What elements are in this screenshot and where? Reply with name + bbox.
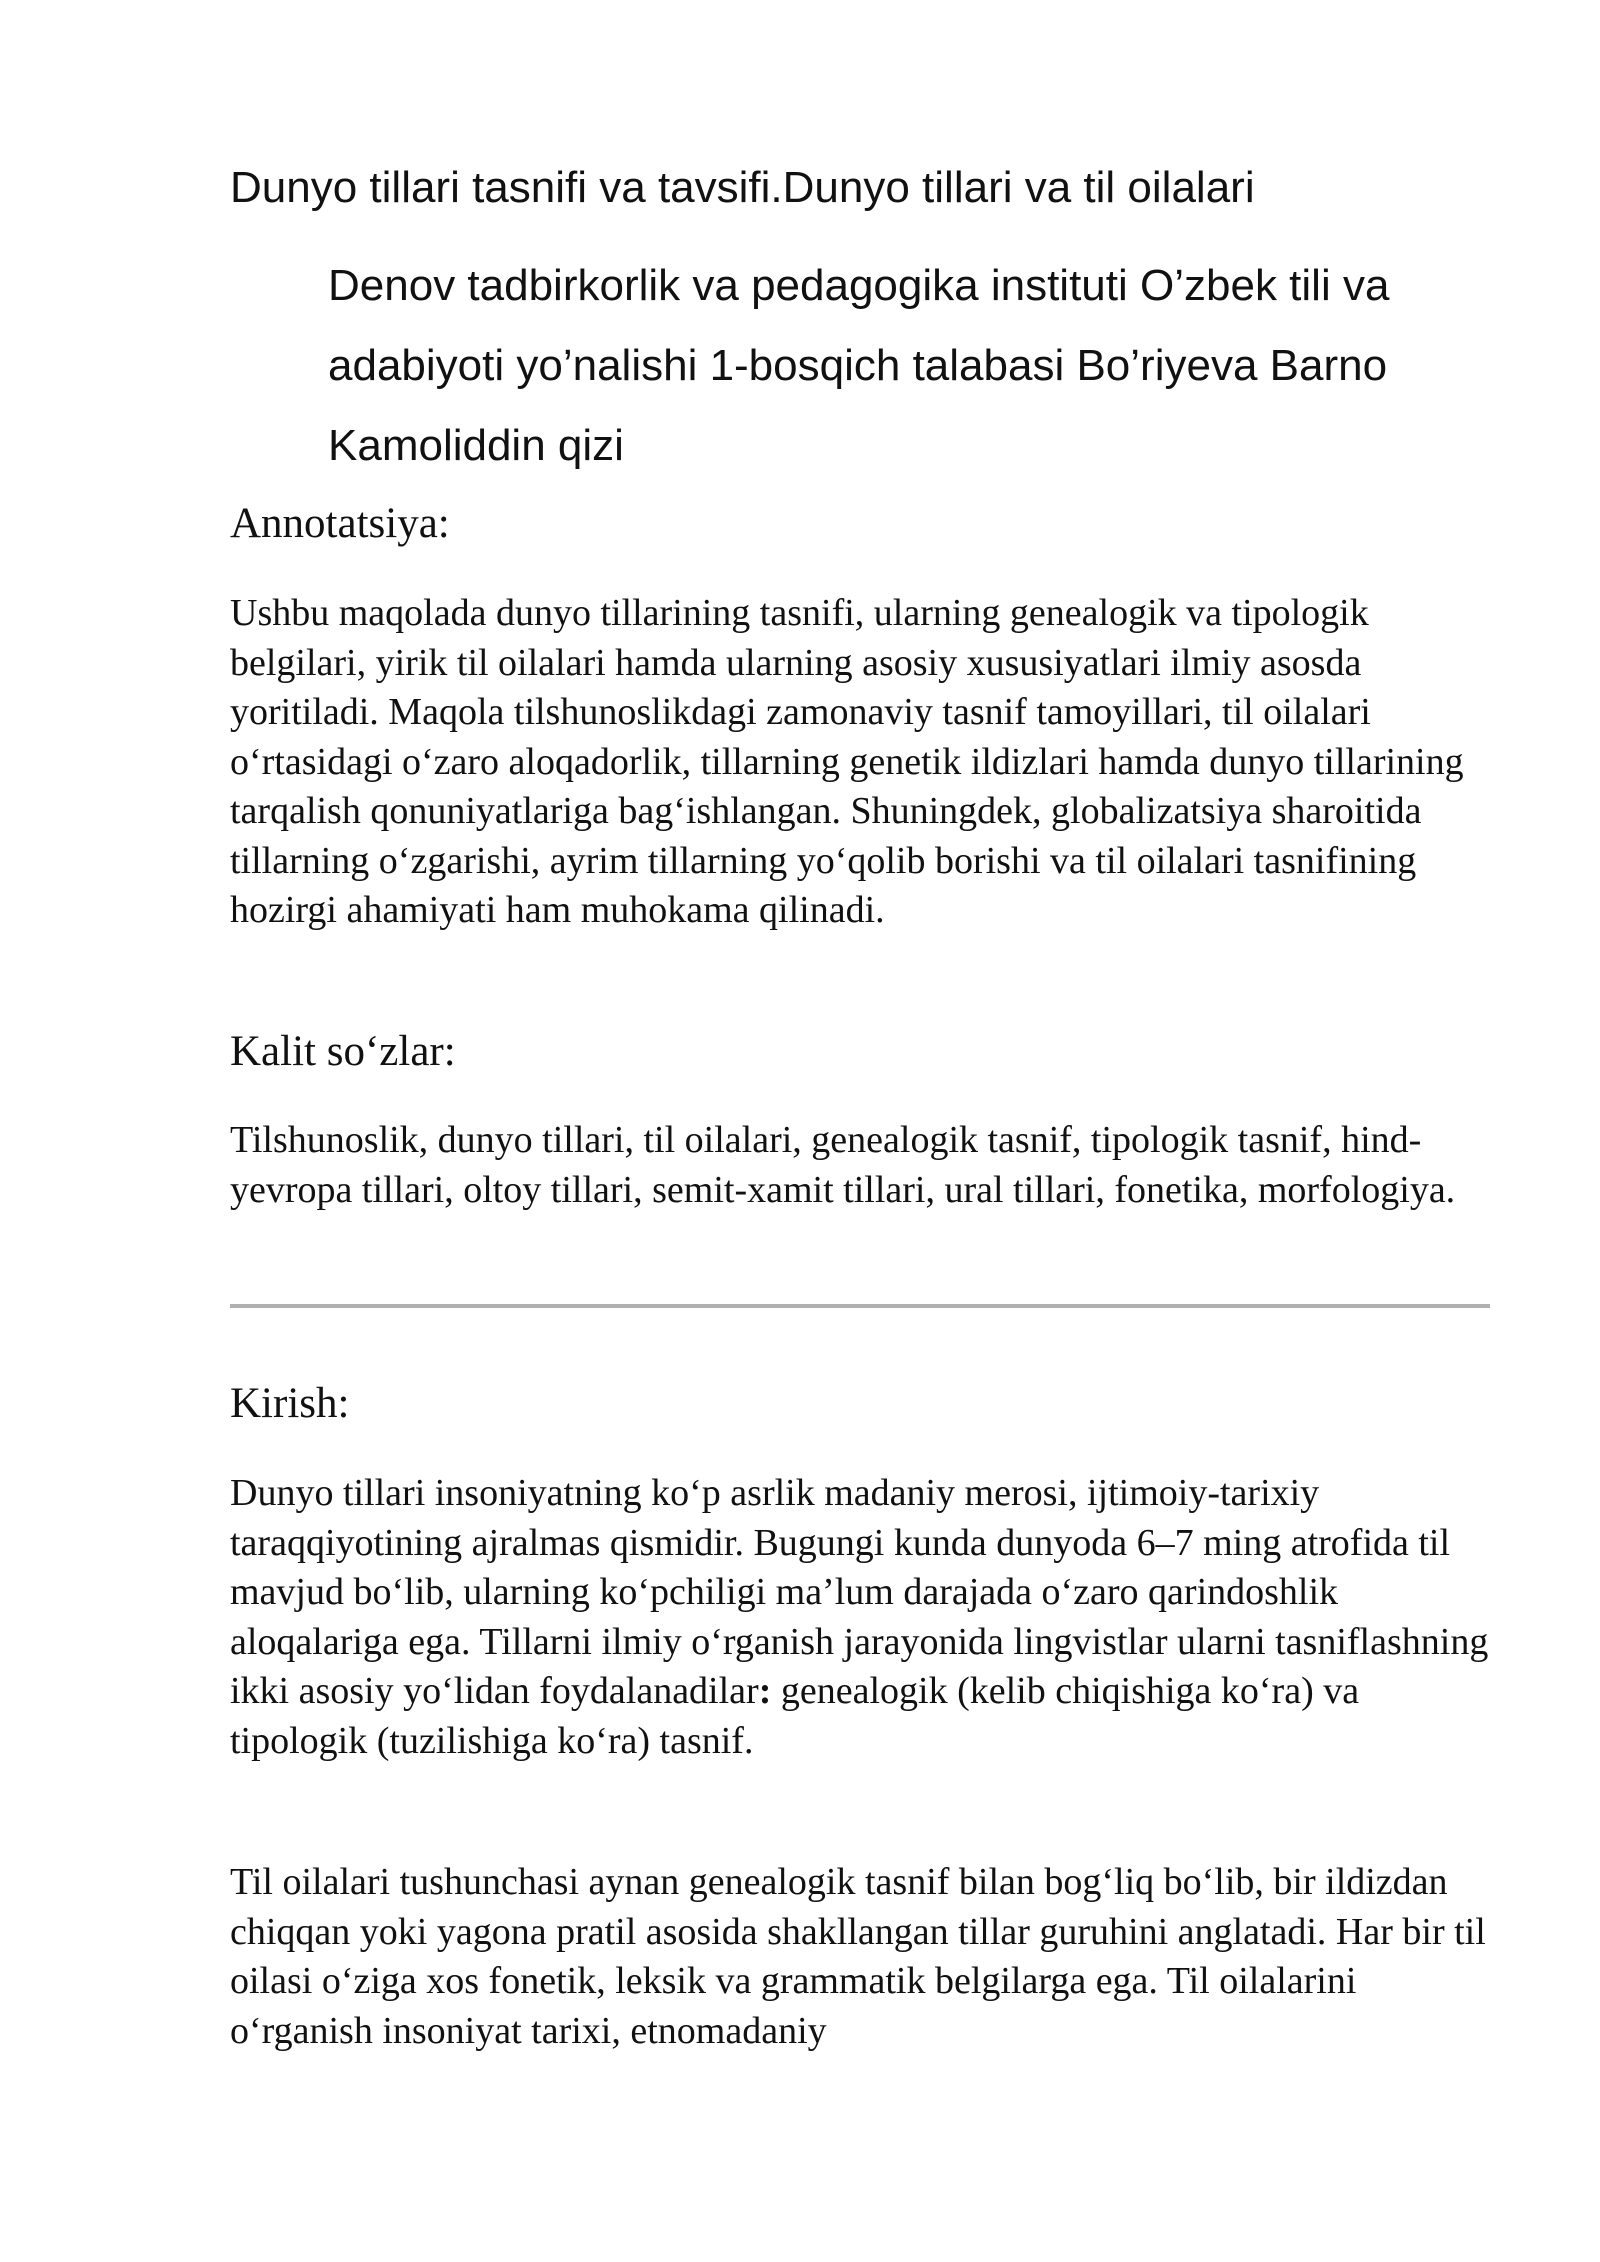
introduction-paragraph-1 bbox=[230, 1469, 1500, 1766]
annotation-text: Ushbu maqolada dunyo tillarining tasnifi, ularning genealogik va tipologik belgilari, yirik til oilalari hamda ularning asosiy xususiyatlari ilmiy asosda yoritiladi. Maqola tilshunoslikdagi zamonaviy tasnif tamoyillari, til oilalari o‘rtasidagi o‘zaro aloqadorlik, tillarning genetik ildizlari hamda dunyo tillarining tarqalish qonuniyatlariga bag‘ishlangan. Shuningdek, globalizatsiya sharoitida tillarning o‘zgarishi, ayrim tillarning yo‘qolib borishi va til oilalari tasnifining hozirgi ahamiyati ham muhokama qilinadi. bbox=[230, 592, 1464, 931]
document-title: Dunyo tillari tasnifi va tavsifi.Dunyo tillari va til oilalari bbox=[230, 163, 1255, 212]
introduction-colon: : bbox=[758, 1670, 772, 1712]
introduction-paragraph-1-text: Dunyo tillari insoniyatning ko‘p asrlik madaniy merosi, ijtimoiy-tarixiy taraqqiyotining ajralmas qismidir. Bugungi kunda dunyoda 6–7 ming atrofida til mavjud bo‘lib, ularning ko‘pchiligi ma’lum darajada o‘zaro qarindoshlik aloqalariga ega. Tillarni ilmiy o‘rganish jarayonida lingvistlar ularni tasniflashning ikki asosiy yo‘lidan foydalanadilar bbox=[230, 1472, 1489, 1712]
introduction-heading: Kirish: bbox=[230, 1380, 350, 1427]
annotation-heading: Annotatsiya: bbox=[230, 500, 450, 547]
section-divider bbox=[230, 1304, 1490, 1308]
introduction-paragraph-1-rest: genealogik (kelib chiqishiga ko‘ra) va tipologik (tuzilishiga ko‘ra) tasnif. bbox=[230, 1670, 1360, 1762]
introduction-paragraph-2: Til oilalari tushunchasi aynan genealogik tasnif bilan bog‘liq bo‘lib, bir ildizdan chiqqan yoki yagona pratil asosida shakllangan tillar guruhini anglatadi. Har bir til oilasi o‘ziga xos fonetik, leksik va grammatik belgilarga ega. Til oilalarini o‘rganish insoniyat tarixi, etnomadaniy bbox=[230, 1861, 1486, 2052]
keywords-text: Tilshunoslik, dunyo tillari, til oilalari, genealogik tasnif, tipologik tasnif, hind-yevropa tillari, oltoy tillari, semit-xamit tillari, ural tillari, fonetika, morfologiya. bbox=[230, 1119, 1456, 1211]
keywords-heading: Kalit so‘zlar: bbox=[230, 1028, 456, 1075]
author-info: Denov tadbirkorlik va pedagogika instituti O’zbek tili va adabiyoti yo’nalishi 1-bosqich talabasi Bo’riyeva Barno Kamoliddin qizi bbox=[328, 261, 1390, 470]
